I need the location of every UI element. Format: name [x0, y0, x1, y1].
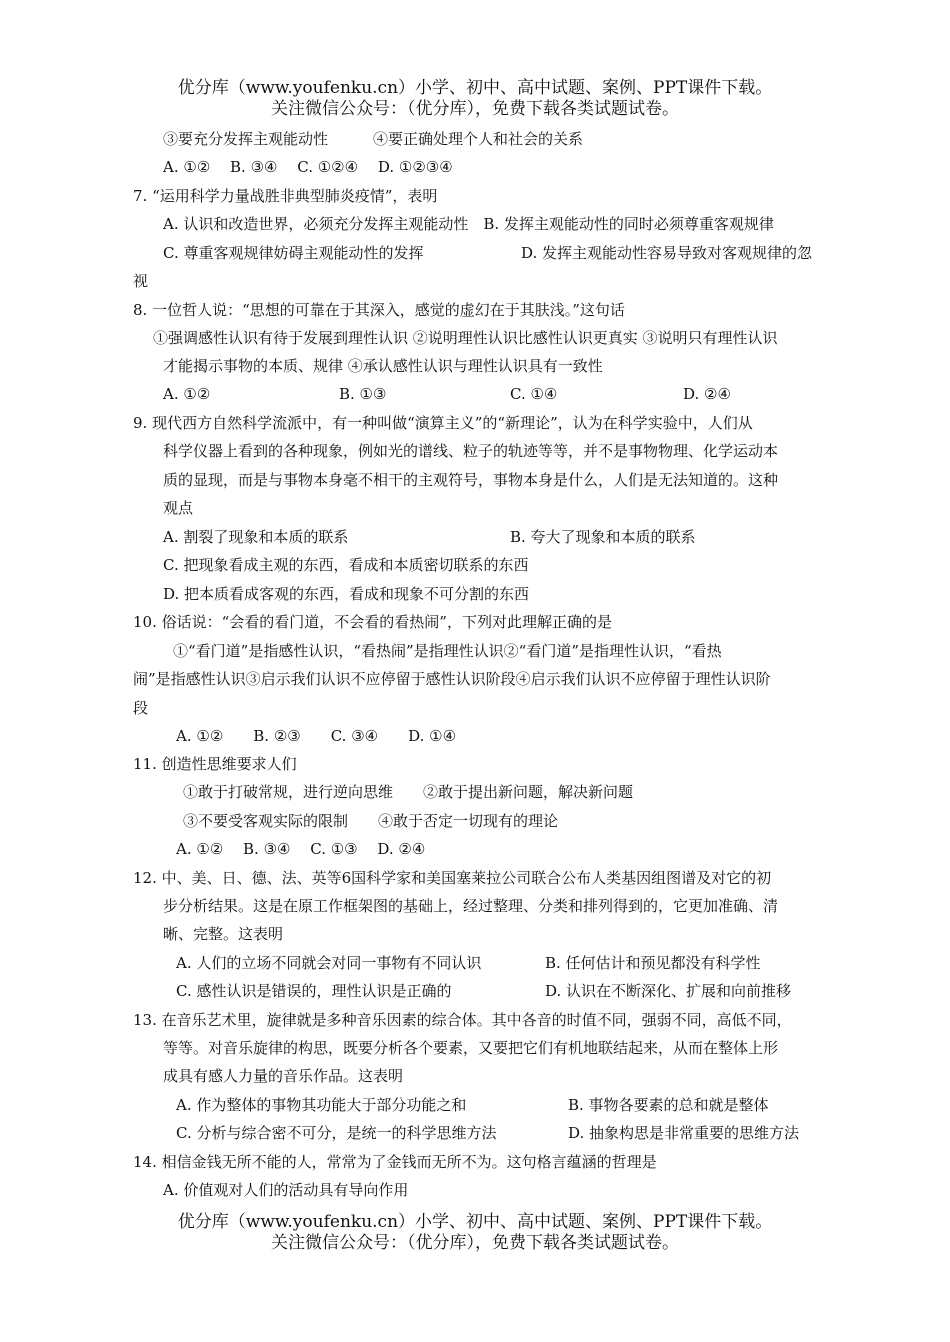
- footer-line-1: 优分库（www.youfenku.cn）小学、初中、高中试题、案例、PPT课件下载。: [177, 1212, 773, 1232]
- q10-line-2: 闹”是指感性认识③启示我们认识不应停留于感性认识阶段④启示我们认识不应停留于理性认识阶: [133, 670, 771, 688]
- q7-option-d-cont: 视: [133, 272, 149, 290]
- q10-stem: 10. 俗话说：“会看的看门道，不会看的看热闹”，下列对此理解正确的是: [133, 613, 612, 631]
- q6-items: ③要充分发挥主观能动性 ④要正确处理个人和社会的关系: [163, 130, 584, 148]
- q8-items-2: 才能揭示事物的本质、规律 ④承认感性认识与理性认识具有一致性: [163, 357, 603, 375]
- q8-items-1: ①强调感性认识有待于发展到理性认识 ②说明理性认识比感性认识更真实 ③说明只有理性认识: [153, 329, 778, 347]
- q7-options-ab: A. 认识和改造世界，必须充分发挥主观能动性 B. 发挥主观能动性的同时必须尊重客观规律: [163, 215, 774, 233]
- q13-line-3: 成具有感人力量的音乐作品。这表明: [163, 1067, 404, 1085]
- q9-option-d: D. 把本质看成客观的东西，看成和现象不可分割的东西: [163, 585, 530, 603]
- q7-stem: 7. “运用科学力量战胜非典型肺炎疫情”，表明: [133, 187, 438, 205]
- q11-line-2: ③不要受客观实际的限制 ④敢于否定一切现有的理论: [183, 812, 559, 830]
- q10-line-3: 段: [133, 699, 149, 717]
- q14-option-a: A. 价值观对人们的活动具有导向作用: [163, 1181, 409, 1199]
- q12-line-1: 12. 中、美、日、德、法、英等6国科学家和美国塞莱拉公司联合公布人类基因组图谱及对它的初: [133, 869, 772, 887]
- q12-option-d: D. 认识在不断深化、扩展和向前推移: [545, 982, 792, 1000]
- q13-option-a: A. 作为整体的事物其功能大于部分功能之和: [176, 1096, 467, 1114]
- q12-option-a: A. 人们的立场不同就会对同一事物有不同认识: [176, 954, 482, 972]
- q9-line-1: 9. 现代西方自然科学流派中，有一种叫做“演算主义”的“新理论”，认为在科学实验中，人们从: [133, 414, 753, 432]
- header-line-2: 关注微信公众号：（优分库），免费下载各类试题试卷。: [271, 99, 679, 119]
- q13-line-2: 等等。对音乐旋律的构思，既要分析各个要素，又要把它们有机地联结起来，从而在整体上形: [163, 1039, 779, 1057]
- q9-option-b: B. 夸大了现象和本质的联系: [510, 528, 696, 546]
- q10-options: A. ①② B. ②③ C. ③④ D. ①④: [176, 727, 457, 745]
- footer-line-2: 关注微信公众号：（优分库），免费下载各类试题试卷。: [271, 1233, 679, 1253]
- q8-option-a: A. ①②: [163, 385, 211, 403]
- q14-stem: 14. 相信金钱无所不能的人，常常为了金钱而无所不为。这句格言蕴涵的哲理是: [133, 1153, 657, 1171]
- q11-options: A. ①② B. ③④ C. ①③ D. ②④: [176, 840, 426, 858]
- q13-option-b: B. 事物各要素的总和就是整体: [568, 1096, 769, 1114]
- q6-options: A. ①② B. ③④ C. ①②④ D. ①②③④: [163, 158, 453, 176]
- q9-option-a: A. 割裂了现象和本质的联系: [163, 528, 349, 546]
- q8-stem: 8. 一位哲人说：“思想的可靠在于其深入，感觉的虚幻在于其肤浅。”这句话: [133, 301, 625, 319]
- q12-option-b: B. 任何估计和预见都没有科学性: [545, 954, 761, 972]
- q12-line-3: 晰、完整。这表明: [163, 925, 284, 943]
- q12-line-2: 步分析结果。这是在原工作框架图的基础上，经过整理、分类和排列得到的，它更加准确、清: [163, 897, 779, 915]
- q13-option-d: D. 抽象构思是非常重要的思维方法: [568, 1124, 800, 1142]
- q9-line-3: 质的显现，而是与事物本身毫不相干的主观符号，事物本身是什么，人们是无法知道的。这种: [163, 471, 779, 489]
- q9-option-c: C. 把现象看成主观的东西，看成和本质密切联系的东西: [163, 556, 529, 574]
- q7-option-c: C. 尊重客观规律妨碍主观能动性的发挥: [163, 244, 424, 262]
- q11-stem: 11. 创造性思维要求人们: [133, 755, 297, 773]
- q11-line-1: ①敢于打破常规，进行逆向思维 ②敢于提出新问题，解决新问题: [183, 783, 634, 801]
- q13-line-1: 13. 在音乐艺术里，旋律就是多种音乐因素的综合体。其中各音的时值不同，强弱不同，高低不同，: [133, 1011, 792, 1029]
- q9-line-4: 观点: [163, 499, 194, 517]
- q8-option-d: D. ②④: [683, 385, 731, 403]
- q8-option-b: B. ①③: [339, 385, 387, 403]
- q10-line-1: ①“看门道”是指感性认识，“看热闹”是指理性认识②“看门道”是指理性认识，“看热: [173, 642, 722, 660]
- q9-line-2: 科学仪器上看到的各种现象，例如光的谱线、粒子的轨迹等等，并不是事物物理、化学运动本: [163, 442, 779, 460]
- header-line-1: 优分库（www.youfenku.cn）小学、初中、高中试题、案例、PPT课件下载。: [177, 78, 773, 98]
- q7-option-d: D. 发挥主观能动性容易导致对客观规律的忽: [521, 244, 813, 262]
- q13-option-c: C. 分析与综合密不可分，是统一的科学思维方法: [176, 1124, 497, 1142]
- q8-option-c: C. ①④: [510, 385, 558, 403]
- q12-option-c: C. 感性认识是错误的，理性认识是正确的: [176, 982, 452, 1000]
